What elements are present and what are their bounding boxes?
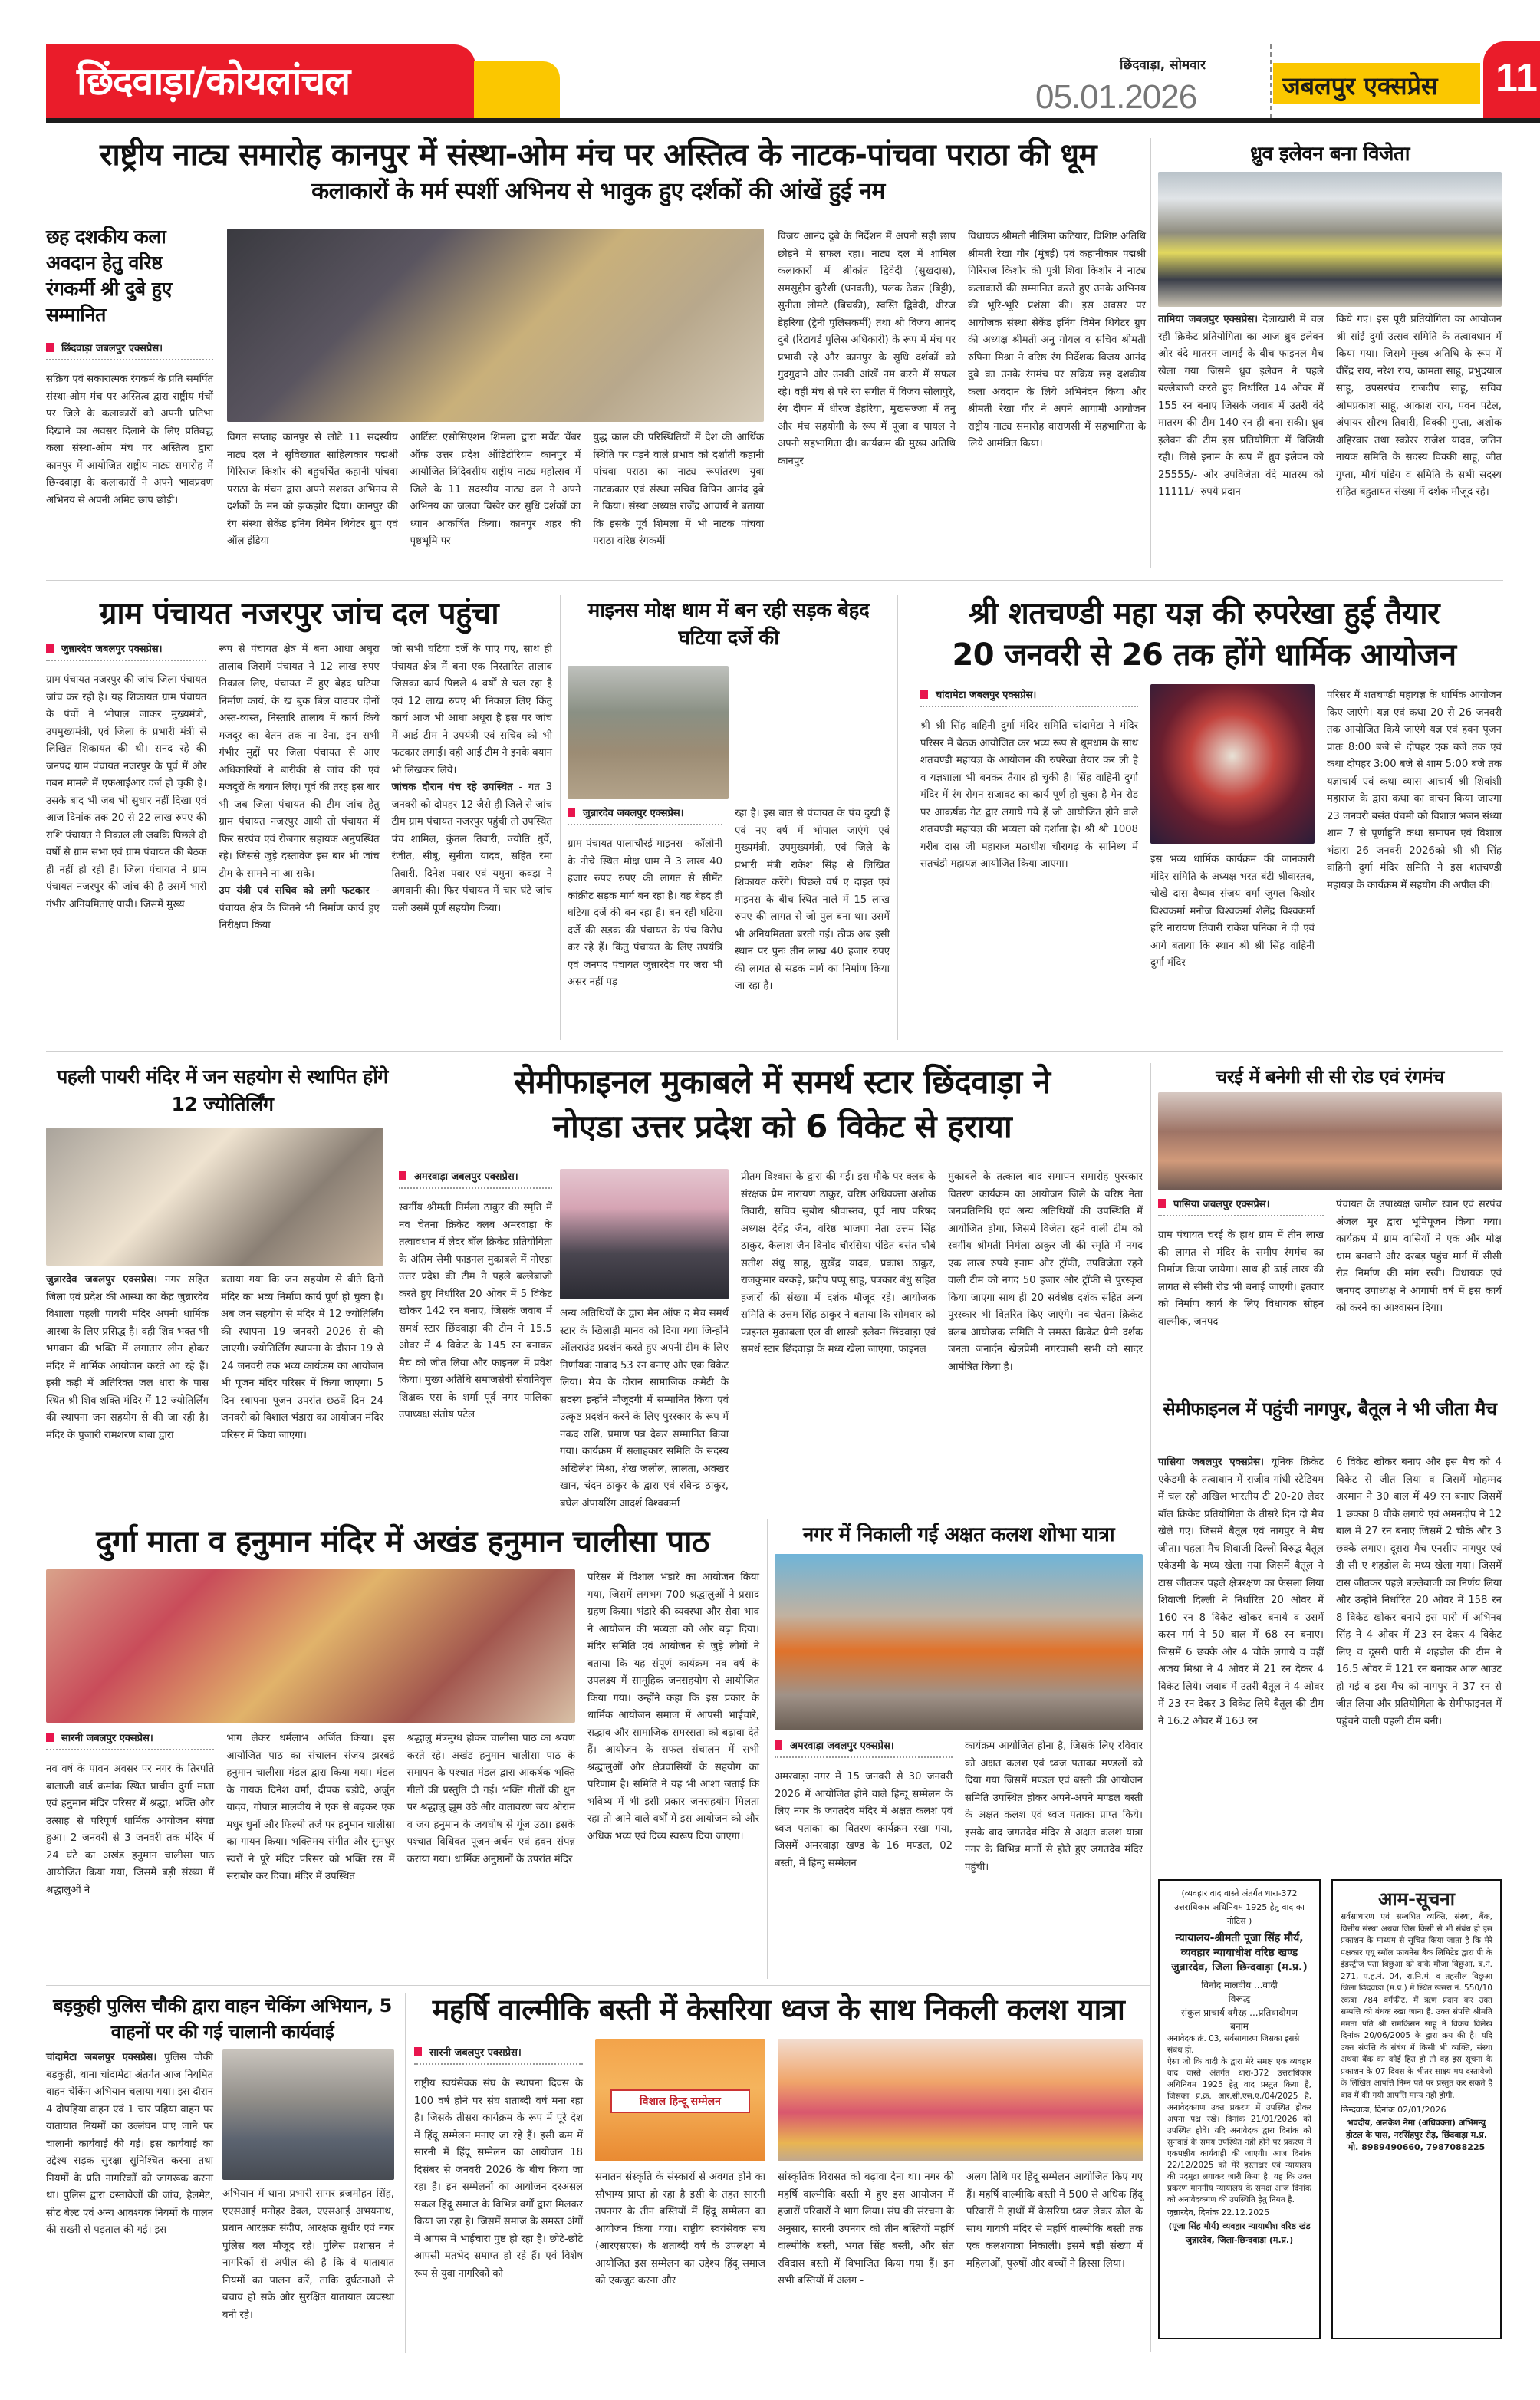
byline-text: जुन्नारदेव जबलपुर एक्सप्रेस। <box>583 808 684 819</box>
byline <box>568 805 722 825</box>
byline <box>46 641 206 661</box>
article-nazarpur <box>46 641 552 935</box>
article-body: विधायक श्रीमती नीलिमा कटियार, विशिष्ट अतिथि श्रीमती रेखा गौर (मुंबई) एवं कहानीकार पद्मश्री गिरिराज किशोर की पुत्री शिवा किशोर ने नाट्य कलाकारों की सम्मानित करते हुए उनके अभिनय की भूरि-भूरि प्रशंसा की। इस अवसर पर आयोजक संस्था सेकेंड इनिंग विमेन थियेटर ग्रुप की अध्यक्ष श्रीमती अनु गोयल व सचिव श्रीमती रुपिना मिश्रा ने वरिष्ठ रंग निर्देशक विजय आनंद दुबे का उनके रंगमंच पर सक्रिय छह दशकीय कला अवदान के लिये अभिनंदन किया और श्रीमती रेखा गौर ने अपने आगामी आयोजन राष्ट्रीय नाट्य समारोह वाराणसी में सहभागिता के लिये आमंत्रित किया। <box>968 231 1146 449</box>
article-body: अभियान में थाना प्रभारी सागर ब्रजमोहन सिंह, एएसआई मनोहर देवल, एएसआई अभयनाथ, प्रधान आरक्षक संदीप, आरक्षक सुधीर एवं नगर पुलिस बल मौजूद रहे। पुलिस प्रशासन ने नागरिकों से अपील की है कि वे यातायात नियमों का पालन करें, ताकि दुर्घटनाओं से बचाव हो सके और सुरक्षित यातायात व्यवस्था बनी रहे। <box>222 2188 394 2321</box>
column-rule <box>1150 1063 1151 2352</box>
headline-akshat: नगर में निकाली गई अक्षत कलश शोभा यात्रा <box>802 1523 1115 1546</box>
article-mines <box>568 805 890 996</box>
byline-marker-icon <box>399 1171 406 1180</box>
byline <box>775 1738 953 1758</box>
byline <box>46 1730 214 1750</box>
photo-bhoomi-pujan <box>1158 1092 1502 1190</box>
headline-natya: राष्ट्रीय नाट्य समारोह कानपुर में संस्था-ओम मंच पर अस्तित्व के नाटक-पांचवा पराठा की धूम <box>99 137 1097 173</box>
signature: भवदीय, अलकेश नेमा (अधिवक्ता) अभिमन्यु होटल के पास, नरसिंहपुर रोड़, छिंदवाड़ा म.प्र. मो. 8989490660, 7987088225 <box>1345 2118 1487 2152</box>
article-natya-cols <box>227 430 764 551</box>
article-body: पंचायत के उपाध्यक्ष जमील खान एवं सरपंच अंजल मुर द्वारा भूमिपूजन किया गया। कार्यक्रम में ग्राम वासियों ने एक और मोक्ष धाम बनवाने और दरबड़ पहुंच मार्ग में सीसी रोड निर्माण की मांग रखी। विधायक एवं जनपद उपाध्यक्ष ने आगामी वर्ष में इस कार्य को करने का आश्वासन दिया। <box>1336 1199 1502 1314</box>
article-body: ग्राम पंचायत पालाचौरई माइनस - कॉलोनी के नीचे स्थित मोक्ष धाम में 3 लाख 40 हजार रुपए रुपए की लागत से सीमेंट कांक्रीट सड़क मार्ग बन रहा है। वह बेहद ही घटिया दर्जे की बन रहा है। बन रही घटिया दर्जे की सड़क की पंचायत के पंच विरोध कर रहे हैं। किंतु पंचायत के लिए उपयंत्रि एवं जनपद पंचायत जुन्नारदेव पर जरा भी असर नहीं पड़ <box>568 838 722 988</box>
article-body: ग्राम पंचायत नजरपुर की जांच जिला पंचायत जांच कर रही है। यह शिकायत ग्राम पंचायत के पंचों ने भोपाल जाकर मुख्यमंत्री, उपमुख्यमंत्री, एवं जिला के प्रभारी मंत्री से लिखित शिकायत की थी। सनद रहे की जनपद ग्राम पंचायत नजरपुर के पूर्व में और गबन मामले में एफआईआर दर्ज हो चुकी है। उसके बाद भी जब भी सुधार नहीं दिखा एवं आज दिनांक तक 20 से 22 लाख रुपए की राशि पंचायत ने निकाल ली जबकि पिछले दो वर्षों से ग्राम सभा एवं ग्राम पंचायत की बैठक ही नहीं हो रही है। जिला पंचायत ने ग्राम पंचायत नजरपुर की जांच की है उसमें भारी गंभीर अनियमिताएं पायी। जिसमें मुख्य <box>46 674 207 910</box>
article-body: बताया गया कि जन सहयोग से बीते दिनों मंदिर का भव्य निर्माण कार्य पूर्ण हो चुका है। अब जन सहयोग से मंदिर में 12 ज्योतिर्लिंग की स्थापना 19 जनवरी 2026 से की जाएगी। ज्योतिर्लिंग स्थापना के दौरान 19 से 24 जनवरी तक भव्य कार्यक्रम का आयोजन भी पूजन मंदिर परिसर में किया जाएगा। 5 दिन स्थापना पूजन उपरांत छठवें दिन 24 जनवरी को विशाल भंडारा का आयोजन मंदिर परिसर में किया जाएगा। <box>221 1274 383 1441</box>
byline-text: अमरवाड़ा जबलपुर एक्सप्रेस। <box>414 1171 518 1183</box>
lead-text: तामिया जबलपुर एक्सप्रेस। <box>1158 314 1259 325</box>
article-body: अन्य अतिथियों के द्वारा मैन ऑफ द मैच समर्थ स्टार के खिलाड़ी मानव को दिया गया जिन्होंने ऑलराउंड प्रदर्शन करते हुए अपनी टीम के लिए निर्णायक नाबाद 53 रन बनाए और एक विकेट लिया। मैच के दौरान सामाजिक कमेटी के सदस्य इन्होंने मौजूदगी में सम्मानित किया एवं उत्कृष्ट प्रदर्शन करने के लिए पुरस्कार के रूप में नकद राशि, प्रमाण पत्र देकर सम्मानित किया गया। कार्यक्रम में सलाहकार समिति के सदस्य अखिलेश मिश्रा, शेख जलील, लालता, अक्खर खान, चंदन ठाकुर के द्वारा एवं रविन्द्र ठाकुर, बघेल अंपायरिंग आदर्श विश्वकर्मा <box>560 1308 729 1509</box>
banam: बनाम <box>1230 2021 1249 2032</box>
headline-dhruv: ध्रुव इलेवन बना विजेता <box>1250 143 1410 166</box>
column-rule <box>897 595 898 1040</box>
article-body: रूप से पंचायत क्षेत्र में बना आधा अधूरा तालाब जिसमें पंचायत ने 12 लाख रुपए निकाल लिए, पंचायत में हुए बेहद घटिया निर्माण कार्य, के ख बुक बिल वाउचर दोनों अस्त-व्यस्त, निस्तारि तालाब में कार्य किये मजदूर का वेतन तक ना देना, इन सभी गंभीर मुद्दों पर जिला पंचायत से आए अधिकारियों ने बारीकी से जांच की एवं मजदूरों के बयान लिए। पूर्व की तरह इस बार भी जब जिला पंचायत की टीम जांच हेतु ग्राम पंचायत नजरपुर आयी तो पंचायत में फिर सरपंच एवं रोजगार सहायक अनुपस्थित रहे। जिससे जुड़े दस्तावेज इस बार भी जांच टीम के सामने ना आ सके। <box>219 644 380 880</box>
article-body: स्वर्गीय श्रीमती निर्मला ठाकुर की स्मृति में नव चेतना क्रिकेट क्लब अमरवाड़ा के तत्वावधान में लेदर बॉल क्रिकेट प्रतियोगिता के अंतिम सेमी फाइनल मुकाबले में नोएडा उत्तर प्रदेश की टीम ने पहले बल्लेबाजी करते हुए निर्धारित 20 ओवर में 5 विकेट खोकर 142 रन बनाए, जिसके जवाब में समर्थ स्टार छिंदवाड़ा की टीम ने 15.5 ओवर में 4 विकेट के 145 रन बनाकर मैच को जीत लिया और फाइनल में प्रवेश किया। मुख्य अतिथि समाजसेवी सेवानिवृत्त शिक्षक एस के शर्मा पूर्व नगर पालिका उपाध्यक्ष संतोष पटेल <box>399 1202 552 1421</box>
article-body: अलग तिथि पर हिंदू सम्मेलन आयोजित किए गए हैं। महर्षि वाल्मीकि बस्ती में 500 से अधिक हिंदू परिवारों ने हाथों में केसरिया ध्वज लेकर ढोल के साथ गायत्री मंदिर से महर्षि वाल्मीकि बस्ती तक एक कलशयात्रा निकाली। इसमें बड़ी संख्या में महिलाओं, पुरुषों और बच्चों ने हिस्सा लिया। <box>966 2171 1143 2270</box>
photo-temple <box>46 1128 383 1266</box>
byline-marker-icon <box>414 2047 422 2056</box>
column-rule <box>1150 138 1151 568</box>
article-akshat <box>775 1738 1143 1876</box>
headline-nazarpur: ग्राम पंचायत नजरपुर जांच दल पहुंचा <box>99 596 499 631</box>
article-body: - पंचायत क्षेत्र के जितने भी निर्माण कार्य हुए निरीक्षण किया <box>219 885 380 931</box>
article-body: प्रीतम विश्वास के द्वारा की गई। इस मौके पर क्लब के संरक्षक प्रेम नारायण ठाकुर, वरिष्ठ अधिवक्ता अशोक तिवारी, सचिव सुबोध श्रीवास्तव, पूर्व नाप परिषद अध्यक्ष देवेंद्र जैन, वरिष्ठ भाजपा नेता उत्तम सिंह ठाकुर, कैलाश जैन विनोद चौरसिया पंडित बसंत चौबे सतीश संधु साहू, सुखेंद्र यादव, प्रकाश ठाकुर, राजकुमार बरकड़े, प्रदीप पप्पू साहू, पत्रकार बंधु सहित हजारों की संख्या में दर्शक मौजूद रहे। आयोजक समिति के उत्तम सिंह ठाकुर ने बताया कि सोमवार को फाइनल मुकाबला एल वी शास्त्री इलेवन छिंदवाड़ा एवं समर्थ स्टार छिंदवाड़ा के मध्य खेला जाएगा, फाइनल <box>741 1171 936 1355</box>
article-body: किये गए। इस पूरी प्रतियोगिता का आयोजन श्री सांई दुर्गा उत्सव समिति के तत्वावधान में किया गया। जिसमे मुख्य अतिथि के रूप में वीरेंद्र राय, नरेश राय, कामता साहू, प्रभुदयाल साहू, उपसरपंच राजदीप साहू, सचिव ओमप्रकाश साहू, आकाश राय, पवन पटेल, अंपायर सौरभ तिवारी, विक्की गुप्ता, अशोक अहिरवार तथा स्कोरर राजेश यादव, जतिन नायक समिति के सदस्य विक्की साहू, जीत गुप्ता, मौर्य पांडेय व समिति के सभी सदस्य सहित बहुतायत संख्या में दर्शक मौजूद रहे। <box>1336 314 1502 498</box>
byline-text: सारनी जबलपुर एक्सप्रेस। <box>429 2047 522 2059</box>
court-notice <box>1158 1879 1321 2339</box>
article-badkuhi <box>46 2049 213 2240</box>
article-body: नगर सहित जिला एवं प्रदेश की आस्था का केंद्र जुन्नारदेव विशाला पहली पायरी मंदिर अपनी धार्मिक आस्था के लिए प्रसिद्ध है। वही शिव भक्त भी भगवान की भक्ति में लगातार लीन होकर मंदिर में धार्मिक आयोजन करते आ रहे हैं। इसी कड़ी में अतिरिक्त जल धारा के पास स्थित श्री शिव शक्ति मंदिर में 12 ज्योतिर्लिंग की स्थापना जन सहयोग से की जा रही है। मंदिर के पुजारी रामशरण बाबा द्वारा <box>46 1274 209 1441</box>
byline <box>414 2045 583 2065</box>
article-body: देलाखारी में चल रही क्रिकेट प्रतियोगिता का आज ध्रुव इलेवन ओर वंदे मातरम जामई के बीच फाइनल मैच खेला गया जिसमे ध्रुव इलेवन ने पहले बल्लेबाजी करते हुए निर्धारित 14 ओवर में 155 रन बनाए जिसके जवाब में उतरी वंदे मातरम की टीम 140 रन ही बना सकी। ध्रुव इलेवन की टीम इस प्रतियोगिता में विजियी रही। जिसे इनाम के रूप में ध्रुव इलेवन को 25555/- ओर उपविजेता वंदे मातरम को 11111/- रुपये प्रदान <box>1158 314 1324 498</box>
addressee: अनावेदक क्रं. 03, सर्वसाधारण जिसका इससे संबंध हो. <box>1167 2034 1300 2055</box>
article-body: 6 विकेट खोकर बनाए और इस मैच को 4 विकेट से जीत लिया व जिसमें मोहम्मद अरमान ने 30 बाल में 49 रन बनाए जिसमें 1 छक्का 8 चौके लगाये एवं अमनदीप ने 12 बाल में 27 रन बनाए जिसमें 2 चौके और 3 छक्के लगाए। दूसरा मैच एनसीए नागपुर एवं डी सी ए शहडोल के मध्य खेला गया। जिसमें टास जीतकर पहले बल्लेबाजी का निर्णय लिया और उन्होंने निर्धारित 20 ओवर में 158 रन 8 विकेट खोकर बनाये इस पारी में अभिनव सिंह ने 4 ओवर में 23 रन देकर 4 विकेट लिए व दूसरी पारी में शहडोल की टीम ने 16.5 ओवर में 121 रन बनाकर आल आउट हो गई व इस मैच को नागपुर ने 37 रन से जीत लिया और प्रतियोगिता के सेमीफाइनल में पहुंचने वाली पहली टीम बनी। <box>1336 1457 1502 1727</box>
article-body: यूनिक क्रिकेट एकेडमी के तत्वाधान में राजीव गांधी स्टेडियम में चल रही अखिल भारतीय टी 20-20 लेदर बॉल क्रिकेट प्रतियोगिता के तीसरे दिन दो मैच खेले गए। जिसमें बैतूल एवं नागपुर ने मैच जीता। पहला मैच शिवाजी दिल्ली विरुद्ध बैतूल एकेडमी के मध्य खेला गया जिसमें बैतूल ने टास जीतकर पहले क्षेत्ररक्षण का फैसला लिया शिवाजी दिल्ली ने निर्धारित 20 ओवर में 160 रन 8 विकेट खोकर बनाये व उसमें करन गर्ग ने 50 बाल में 68 रन बनाए। जिसमें 6 छक्के और 4 चौके लगाये व वहीं अजय मिश्रा ने 4 ओवर में 21 रन देकर 4 विकेट लिये। जवाब में उतरी बैतूल ने 4 ओवर में 23 रन देकर 3 विकेट लिये बैतूल की टीम ने 16.2 ओवर में 163 रन <box>1158 1457 1324 1727</box>
article-valmiki-2 <box>595 2169 765 2290</box>
article-valmiki-3 <box>778 2169 1143 2290</box>
byline-text: पासिया जबलपुर एक्सप्रेस। <box>1173 1199 1270 1210</box>
byline-marker-icon <box>46 644 54 653</box>
defendant: संकुल प्राचार्य वगैरह ...प्रतिवादीगण <box>1180 2007 1298 2018</box>
article-valmiki <box>414 2045 583 2283</box>
photo-cricket-team <box>1158 172 1502 307</box>
byline-text: जुन्नारदेव जबलपुर एक्सप्रेस। <box>61 644 163 655</box>
article-dhruv <box>1158 311 1502 502</box>
article-body: ग्राम पंचायत चरई के हाथ ग्राम में तीन लाख की लागत से मंदिर के समीप रंगमंच का निर्माण किया जायेगा। साथ ही ढाई लाख की लागत से सीसी रोड भी बनाई जाएगी। इतवार को निर्माण कार्य के लिए विधायक सोहन वाल्मीक, जनपद <box>1158 1230 1324 1328</box>
article-body: पुलिस चौकी बड़कुही, थाना चांदामेटा अंतर्गत आज नियमित वाहन चेकिंग अभियान चलाया गया। इस दौरान 4 दोपहिया वाहन एवं 1 चार पहिया वाहन पर यातायात नियमों का उल्लंघन पाए जाने पर चालानी कार्यवाई की गई। इस कार्यवाई का उद्देश्य सड़क सुरक्षा सुनिश्चित करना तथा नियमों के प्रति नागरिकों को जागरूक करना था। पुलिस द्वारा दस्तावेजों की जांच, हेलमेट, सीट बेल्ट एवं अन्य आवश्यक नियमों के पालन की सख्ती से पड़ताल की गई। इस <box>46 2052 213 2236</box>
article-charai <box>1158 1197 1502 1331</box>
issue-date: 05.01.2026 <box>1035 78 1197 116</box>
article-durga <box>46 1730 575 1899</box>
column-rule <box>405 1993 406 2353</box>
article-semifinal-3 <box>741 1169 1143 1376</box>
subheadline-natya: कलाकारों के मर्म स्पर्शी अभिनय से भावुक हुए दर्शकों की आंखें हुई नम <box>311 178 885 205</box>
byline-text: सारनी जबलपुर एक्सप्रेस। <box>61 1733 153 1744</box>
side-headline: छह दशकीय कला अवदान हेतु वरिष्ठ रंगकर्मी श्री दुबे हुए सम्मानित <box>46 226 172 326</box>
article-body: जो सभी घटिया दर्जे के पाए गए, साथ ही पंचायत क्षेत्र में बना एक निस्तारित तालाब जिसका कार्य पिछले 4 वर्षों से चल रहा है एवं 12 लाख रुपए भी निकाल लिए किंतु कार्य आज भी आधा अधूरा है इस पर जांच में आई टीम ने उपयंत्री एवं सचिव को भी फटकार लगाई। वही आई टीम ने इनके बयान भी लिखकर लिये। <box>391 644 552 776</box>
byline-marker-icon <box>1158 1199 1166 1208</box>
byline-marker-icon <box>920 690 928 699</box>
newspaper-brand: जबलपुर एक्सप्रेस <box>1282 71 1438 100</box>
article-body: अमरवाड़ा नगर में 15 जनवरी से 30 जनवरी 2026 में आयोजित होने वाले हिन्दू सम्मेलन के लिए नगर के जगतदेव मंदिर में अक्षत कलश एवं ध्वज पताका का वितरण कार्यक्रम रखा गया, जिसमें अमरवाड़ा खण्ड के 16 मण्डल, 02 बस्ती, में हिन्दु सम्मेलन <box>775 1771 953 1869</box>
notice-title: न्यायालय-श्रीमती पूजा सिंह मौर्य, व्यवहार न्यायाधीश वरिष्ठ खण्ड जुन्नारदेव, जिला छिन्दवाड़ा (म.प्र.) <box>1171 1932 1308 1974</box>
article-natya-cols-right <box>778 229 1146 470</box>
plaintiff: विनोद मालवीय ...वादी <box>1201 1980 1278 1990</box>
notice-header: (व्यवहार वाद वास्ते अंतर्गत धारा-372 उत्तराधिकार अधिनियम 1925 हेतु वाद का नोटिस ) <box>1173 1888 1305 1926</box>
headline-nagpur: सेमीफाइनल में पहुंची नागपुर, बैतूल ने भी जीता मैच <box>1163 1398 1497 1420</box>
article-body: श्रद्धालु मंत्रमुग्ध होकर चालीसा पाठ का श्रवण करते रहे। अखंड हनुमान चालीसा पाठ के समापन के पश्चात मंडल द्वारा आकर्षक भक्ति गीतों की प्रस्तुति दी गई। भक्ति गीतों की धुन पर श्रद्धालु झूम उठे और वातावरण जय श्रीराम व जय हनुमान के जयघोष से गूंज उठा। इसके पश्चात विधिवत पूजन-अर्चन एवं हवन संपन्न कराया गया। धार्मिक अनुष्ठानों के उपरांत मंदिर <box>406 1733 575 1865</box>
public-notice <box>1331 1879 1502 2339</box>
article-shatchandi <box>920 687 1138 874</box>
photo-stage-play <box>227 229 764 422</box>
article-body: विगत सप्ताह कानपुर से लौटे 11 सदस्यीय नाट्य दल ने सुविख्यात साहित्यकार पद्मश्री गिरिराज किशोर की बहुचर्चित कहानी पांचवा पराठा के मंचन द्वारा अपने सशक्त अभिनय से दर्शकों के मन को झकझोर दिया। कानपुर की रंग संस्था सेकेंड इनिंग विमेन थियेटर ग्रुप एवं ऑल इंडिया <box>227 432 398 547</box>
place-date: जुन्नारदेव, दिनांक 22.12.2025 <box>1167 2207 1270 2217</box>
byline <box>920 687 1138 707</box>
lead-text: जुन्नारदेव जबलपुर एक्सप्रेस। <box>46 1274 158 1286</box>
banner-text: विशाल हिन्दू सम्मेलन <box>610 2089 750 2113</box>
article-body: - गत 3 जनवरी को दोपहर 12 जैसे ही जिले से जांच टीम ग्राम पंचायत नजरपुर पहुंची तो उपस्थित पंच शामिल, कुंतल तिवारी, ज्योति धुर्वे, रंजीत, सीबू, सुनीता यादव, सहित रमा तिवारी, दिनेश पवार एवं यमुना कवड़ा ने अगवानी की। फिर पंचायत में चार घंटे जांच चली उसमें पूर्ण सहयोग किया। <box>391 782 552 914</box>
photo-goddess-idol <box>1150 684 1315 844</box>
column-rule <box>560 595 561 1040</box>
headline-semifinal-2: नोएडा उत्तर प्रदेश को 6 विकेट से हराया <box>552 1108 1012 1145</box>
article-nagpur <box>1158 1454 1502 1730</box>
lead-text: पासिया जबलपुर एक्सप्रेस। <box>1158 1457 1265 1468</box>
byline <box>399 1169 552 1189</box>
article-semifinal-2 <box>560 1305 729 1513</box>
article-body: विजय आनंद दुबे के निर्देशन में अपनी सही छाप छोड़ने में सफल रहा। नाट्य दल में शामिल कलाकारों में श्रीकांत द्विवेदी (सुखदास), समसुद्दीन कुरैशी (धनवती), पलक ठेकर (बिट्टी), सुनीता लोमटे (बिचकी), स्वस्ति द्विवेदी, धीरज डेहरिया (ट्रेनी पुलिसकर्मी) तथा श्री विजय आनंद दुबे (रिटायर्ड पुलिस अधिकारी) के रूप में मंच पर प्रभावी रहे और कानपुर के सुधि दर्शकों को गुदगुदाने और उनकी आंखें नम करने में सफल रहे। वहीं मंच से परे रंग संगीत में विजय सोलापुरे, रंग दीपन में धीरज डेहरिया, मुखसज्जा में तनु और मंच सहयोगी के रूप में पूजा व पायल ने अपनी सहभागिता दी। कार्यक्रम की मुख्य अतिथि कानपुर <box>778 231 956 467</box>
place-date: छिन्दवाडा, दिनांक 02/01/2026 <box>1341 2105 1446 2115</box>
headline-charai: चरई में बनेगी सी सी रोड एवं रंगमंच <box>1216 1066 1444 1088</box>
divider <box>1270 44 1272 118</box>
section-title: छिंदवाड़ा/कोयलांचल <box>77 59 350 104</box>
article-body: राष्ट्रीय स्वयंसेवक संघ के स्थापना दिवस के 100 वर्ष होने पर संघ शताब्दी वर्ष मना रहा है। जिसके तीसरा कार्यक्रम के रूप में पूरे देश में हिंदू सम्मेलन मनाए जा रहे हैं। इसी क्रम में सारनी में हिंदू सम्मेलन का आयोजन 18 दिसंबर से जनवरी 2026 के बीच किया जा रहा है। इन सम्मेलनों का आयोजन दरअसल सकल हिंदू समाज के विभिन्न वर्गों द्वारा मिलकर किया जा रहा है। जिसमें समाज के समस्त अंगों में आपस में भाईचारा पुष्ट हो रहा है। छोटे-छोटे आपसी मतभेद समाप्त हो रहे हैं। एवं विशेष रूप से युवा नागरिकों को <box>414 2078 583 2280</box>
notice-body: सर्वसाधारण एवं सम्बधित व्यक्ति, संस्था, बैंक, वित्तीय संस्था अथवा जिस किसी से भी संबंध हो इस प्रकाशन के माध्यम से सूचित किया जाता है कि मेरे पक्षकार एयू स्मॉल फायनेंस बैंक लिमिटेड द्वारा पी के इंडस्ट्रीज पता बिछुआ को बांके मौजा बिछुआ, ब.नं. 271, प.ह.नं. 04, रा.नि.मं. व तहसील बिछुआ जिला छिंदवाडा (म.प्र.) में स्थित खसरा नं. 550/10 रकबा 784 वर्गफीट, में ऋण प्रदान कर उक्त सम्पत्ति को बंधक रखा जाना है. उक्त संपत्ति श्रीमति ममता पति श्री रामकिसन साहू ने विक्रय विलेख दिनांक 20/06/2005 के द्वारा क्रय की है। यदि उक्त संपत्ति के संबंध में किसी भी व्यक्ति, संस्था अथवा बैंक का कोई हित हो तो वह इस सूचना के प्रकाशन के 07 दिवस के भीतर साक्ष्य मय दस्तावेजों के लिखित आपत्ति निम्न पते पर प्रस्तुत कर सकते हैं बाद में की गयी आपत्ति मान्य नही होगी. <box>1341 1912 1492 2100</box>
photo-vehicle-checking <box>222 2049 394 2180</box>
versus: विरूद्ध <box>1228 1993 1251 2004</box>
byline-text: चांदामेटा जबलपुर एक्सप्रेस। <box>936 690 1037 701</box>
headline-jyotirling: पहली पायरी मंदिर में जन सहयोग से स्थापित होंगे 12 ज्योतिर्लिंग <box>57 1065 388 1115</box>
headline-shatchandi-1: श्री शतचण्डी महा यज्ञ की रुपरेखा हुई तैयार <box>969 596 1440 631</box>
notice-title: आम-सूचना <box>1378 1888 1455 1910</box>
subhead: जांचक दौरान पंच रहे उपस्थित <box>391 782 513 793</box>
notice-body: ऐसा जो कि वादी के द्वारा मेरे समक्ष एक व्यवहार वाद वास्ते अंतर्गत धारा-372 उत्तराधिकार अधिनियम 1925 हेतु वाद प्रस्तुत किया है, जिसका प्र.क्र. आर.सी.एस.ए./04/2025 है, अनावेदकगण उक्त प्रकरण में उपस्थित होकर अपना पक्ष रखें। दिनांक 21/01/2026 को उपस्थित होवें। यदि अनावेदक द्वारा दिनांक को सुनवाई के समय उपस्थित नहीं होने पर प्रकरण में एकपक्षीय कार्यवाही की जाएगी। आज दिनांक 22/12/2025 को मेरे हस्ताक्षर एवं न्यायालय की पदमुद्रा लगाकर जारी किया है. यह कि उक्त प्रकरण माननीय न्यायालय के समक्ष आज दिनांक को अनावेदकगण की उपस्थिति हेतु नियत है. <box>1167 2057 1311 2204</box>
headline-durga: दुर्गा माता व हनुमान मंदिर में अखंड हनुमान चालीसा पाठ <box>96 1524 709 1559</box>
byline-text: छिंदवाड़ा जबलपुर एक्सप्रेस। <box>61 343 163 354</box>
photo-kalash-yatra <box>775 1554 1143 1730</box>
article-body: सक्रिय एवं सकारात्मक रंगकर्म के प्रति समर्पित संस्था-ओम मंच पर अस्तित्व द्वारा राष्ट्रीय मंचों पर जिले के कलाकारों को अपनी प्रतिभा दिखाने का अवसर दिलाने के लिए प्रतिबद्ध कला संस्था-ओम मंच पर अस्तित्व द्वारा कानपुर में आयोजित राष्ट्रीय नाट्य समारोह में छिन्दवाड़ा के कलाकारों ने अपने भावप्रवण अभिनय से अपनी अमिट छाप छोड़ी। <box>46 374 213 506</box>
byline <box>1158 1197 1324 1216</box>
headline-semifinal-1: सेमीफाइनल मुकाबले में समर्थ स्टार छिंदवाड़ा ने <box>514 1063 1051 1101</box>
headline-mines: माइनस मोक्ष धाम में बन रही सड़क बेहद घटिया दर्जे की <box>587 599 870 650</box>
article-shatchandi-2 <box>1150 851 1315 973</box>
byline-marker-icon <box>568 808 575 817</box>
article-shatchandi-3 <box>1327 687 1502 894</box>
signature: (पूजा सिंह मौर्य) व्यवहार न्यायाधीश वरिष्ठ खंड जुन्नारदेव, जिला-छिन्दवाड़ा (म.प्र.) <box>1168 2221 1311 2245</box>
article-semifinal <box>399 1169 552 1424</box>
column-rule <box>767 1519 768 1979</box>
article-body: युद्ध काल की परिस्थितियों में देश की आर्थिक स्थिति पर पड़ने वाले प्रभाव को दर्शाती कहानी पांचवा पराठा का नाट्य रूपांतरण युवा नाटककार एवं संस्था सचिव विपिन आनंद दुबे ने किया। संस्था अध्यक्ष राजेंद्र आचार्य ने बताया कि इसके पूर्व शिमला में भी नाटक पांचवा पराठा वरिष्ठ रंगकर्मी <box>593 432 765 547</box>
article-body: रहा है। इस बात से पंचायत के पंच दुखी हैं एवं नए वर्ष में भोपाल जाएंगे एवं मुख्यमंत्री, उपमुख्यमंत्री, एवं जिले के प्रभारी मंत्री राकेश सिंह से लिखित शिकायत करेंगे। पिछले वर्ष ए दाइत एवं माइनस के बीच स्थित नाले में 15 लाख रुपए की लागत से जो पुल बना था। उसमें भी अनियमितता बरती गई। ठीक अब इसी स्थान पर पुनः तीन लाख 40 हजार रुपए की लागत से सड़क मार्ग का निर्माण किया जा रहा है। <box>735 808 890 992</box>
byline-marker-icon <box>46 343 54 352</box>
photo-sammelan-gathering <box>778 2039 1143 2161</box>
article-body: आर्टिस्ट एसोसिएशन शिमला द्वारा मर्चेंट चेंबर ऑफ उत्तर प्रदेश ऑडिटोरियम कानपुर में आयोजित त्रिदिवसीय राष्ट्रीय नाट्य महोत्सव में जिले के 11 सदस्यीय नाट्य दल ने अपने अभिनय का जलवा बिखेर कर सुधि दर्शकों का ध्यान आकर्षित किया। कानपुर शहर की पृष्ठभूमि पर <box>410 432 581 547</box>
page-number: 11 <box>1496 56 1538 100</box>
divider <box>46 1051 1503 1052</box>
byline-marker-icon <box>46 1733 54 1742</box>
article-natya-side <box>46 224 213 509</box>
section-banner-accent <box>474 61 560 118</box>
article-body: परिसर में विशाल भंडारे का आयोजन किया गया, जिसमें लगभग 700 श्रद्धालुओं ने प्रसाद ग्रहण किया। भंडारे की व्यवस्था और सेवा भाव ने आयोजन की भव्यता को और बढ़ा दिया। मंदिर समिति एवं आयोजन से जुड़े लोगों ने बताया कि यह संपूर्ण कार्यक्रम नव वर्ष के उपलक्ष्य में सामूहिक जनसहयोग से आयोजित किया गया। उन्होंने कहा कि इस प्रकार के धार्मिक आयोजन समाज में आपसी भाईचारे, सद्भाव और सामाजिक समरसता को बढ़ावा देते हैं। आयोजन के सफल संचालन में सभी श्रद्धालुओं और क्षेत्रवासियों के सहयोग का परिणाम है। समिति ने यह भी आशा जताई कि भविष्य में भी इसी प्रकार जनसहयोग मिलता रहा तो आने वाले वर्षों में इस आयोजन को और अधिक भव्य एवं दिव्य स्वरूप दिया जाएगा। <box>587 1572 759 1842</box>
city-day: छिंदवाड़ा, सोमवार <box>1120 58 1206 73</box>
masthead <box>46 44 1540 123</box>
photo-devotees <box>46 1569 575 1723</box>
article-jyotirling <box>46 1272 383 1444</box>
article-body: भाग लेकर धर्मलाभ अर्जित किया। इस आयोजित पाठ का संचालन संजय झरबडे हनुमान चालीसा मंडल द्वारा किया गया। मंडल के गायक दिनेश वर्मा, दीपक बड़ोदे, अर्जुन यादव, गोपाल मालवीय ने एक से बढ़कर एक मधुर धुनों और फिल्मी तर्ज पर हनुमान चालीसा का गायन किया। भक्तिमय संगीत और सुमधुर स्वरों ने पूरे मंदिर परिसर को भक्ति रस में सराबोर कर दिया। मंदिर में उपस्थित <box>226 1733 395 1882</box>
article-body: नव वर्ष के पावन अवसर पर नगर के तिरपति बालाजी वार्ड क्रमांक स्थित प्राचीन दुर्गा माता एवं हनुमान मंदिर परिसर में श्रद्धा, भक्ति और उत्साह से परिपूर्ण धार्मिक आयोजन संपन्न हुआ। 2 जनवरी से 3 जनवरी तक मंदिर में 24 घंटे का अखंड हनुमान चालीसा पाठ आयोजित किया गया, जिसमें बड़ी संख्या में श्रद्धालुओं ने <box>46 1763 215 1896</box>
photo-road-site <box>568 666 729 799</box>
divider <box>46 580 1503 581</box>
article-body: श्री श्री सिंह वाहिनी दुर्गा मंदिर समिति चांदामेटा ने मंदिर परिसर में बैठक आयोजित कर भव्य रूप से धूमधाम के साथ शतचण्डी महायज्ञ के आयोजन की रुपरेखा तैयार कर ली है व यज्ञशाला भी बनकर तैयार हो चुकी है। सिंह वाहिनी दुर्गा मंदिर में रंग रोगन सजावट का कार्य पूर्ण हो चुका है मेन रोड पर आकर्षक गेट द्वार लगाये गये हैं जो आयोजित होने वाले शतचण्डी महायज्ञ की भव्यता को दर्शाता है। श्री श्री 1008 गरीब दास जी महाराज मठाधीश चौरागढ़ के सानिध्य में सतचंडी महायज्ञ आयोजित किया जाएगा। <box>920 720 1138 870</box>
article-body: इस भव्य धार्मिक कार्यक्रम की जानकारी मंदिर समिति के अध्यक्ष भरत बंटी श्रीवास्तव, चोखे दास वैष्णव संजय वर्मा जुगल किशोर विश्वकर्मा मनोज विश्वकर्मा शैलेंद्र विश्वकर्मा हरि नारायण तिवारी राकेश पनिका ने दी एवं आगे बताया कि स्थान श्री श्री सिंह वाहिनी दुर्गा मंदिर <box>1150 854 1315 969</box>
lead-text: चांदामेटा जबलपुर एक्सप्रेस। <box>46 2052 157 2063</box>
headline-badkuhi: बड़कुही पुलिस चौकी द्वारा वाहन चेकिंग अभियान, 5 वाहनों पर की गई चालानी कार्यवाई <box>53 1995 392 2043</box>
article-body: सनातन संस्कृति के संस्कारों से अवगत होने का सौभाग्य प्राप्त हो रहा है इसी के तहत सारनी उपनगर के तीन बस्तियों में हिंदू सम्मेलन का आयोजन किया गया। राष्ट्रीय स्वयंसेवक संघ (आरएसएस) के शताब्दी वर्ष के उपलक्ष्य में आयोजित इस सम्मेलन का उद्देश्य हिंदू समाज को एकजुट करना और <box>595 2171 765 2286</box>
divider <box>46 1985 1150 1986</box>
headline-shatchandi-2: 20 जनवरी से 26 तक होंगे धार्मिक आयोजन <box>952 637 1456 673</box>
article-badkuhi-2 <box>222 2186 394 2324</box>
subhead: उप यंत्री एवं सचिव को लगी फटकार <box>219 885 370 897</box>
article-body: कार्यक्रम आयोजित होना है, जिसके लिए रविवार को अक्षत कलश एवं ध्वज पताका मण्डलों को दिया गया जिसमें मण्डल एवं बस्ती की आयोजन समिति उपस्थित होकर अपने-अपने मण्डल बस्ती के अक्षत कलश एवं ध्वज पताका प्राप्त किये। इसके बाद जगतदेव मंदिर से अक्षत कलश यात्रा नगर के विभिन्न मार्गो से होते हुए जगतदेव मंदिर पहुंची। <box>965 1740 1143 1873</box>
article-durga-4 <box>587 1569 759 1845</box>
masthead-rule <box>46 118 1540 123</box>
photo-cricket-felicitation <box>560 1169 729 1299</box>
article-body: सांस्कृतिक विरासत को बढ़ावा देना था। नगर की महर्षि वाल्मीकि बस्ती में हुए इस आयोजन में हजारों परिवारों ने भाग लिया। संघ की संरचना के अनुसार, सारनी उपनगर को तीन बस्तियों महर्षि वाल्मीकि बस्ती, भगत सिंह बस्ती, और संत रविदास बस्ती में विभाजित किया गया हैं। इन सभी बस्तियों में अलग - <box>778 2171 954 2286</box>
byline <box>46 341 213 360</box>
headline-valmiki: महर्षि वाल्मीकि बस्ती में केसरिया ध्वज के साथ निकली कलश यात्रा <box>432 1993 1125 2026</box>
article-body: परिसर मैं शतचण्डी महायज्ञ के धार्मिक आयोजन किए जाएंगे। यज्ञ एवं कथा 20 से 26 जनवरी तक आयोजित किये जाएंगे यज्ञ एवं हवन पूजन प्रातः 8:00 बजे से दोपहर एक बजे तक एवं कथा दोपहर 3:00 बजे से शाम 5:00 बजे तक यज्ञाचार्य एवं कथा व्यास आचार्य श्री शिवांशी महाराज के द्वारा कथा का वाचन किया जाएगा 23 जनवरी बसंत पंचमी को विशाल भजन संध्या शाम 7 से पूर्णाहुति कथा समापन एवं विशाल भंडारा 26 जनवरी 2026को श्री श्री सिंह वाहिनी दुर्गा मंदिर समिति ने इस शतचण्डी महायज्ञ के कार्यक्रम में सहयोग की अपील की। <box>1327 690 1502 891</box>
photo-sammelan-banner <box>595 2039 765 2161</box>
article-body: मुकाबले के तत्काल बाद समापन समारोह पुरस्कार वितरण कार्यक्रम का आयोजन जिले के वरिष्ठ नेता जनप्रतिनिधि एवं अन्य अतिथियों की उपस्थिति में आयोजित होगा, जिसमें विजेता रहने वाली टीम को स्वर्गीय श्रीमती निर्मला ठाकुर जी की स्मृति में नगद एक लाख रुपये इनाम और ट्रॉफी, उपविजेता रहने वाली टीम को नगद 50 हजार और ट्रॉफी से पुरस्कृत किया जाएगा साथ ही 20 सर्वश्रेष्ठ दर्शक सहित अन्य पुरस्कार भी वितरित किए जाएंगे। नव चेतना क्रिकेट क्लब आयोजक समिति ने समस्त क्रिकेट प्रेमी दर्शक जनता जनार्दन खेलप्रेमी नगरवासी सभी को सादर आमंत्रित किया है। <box>948 1171 1143 1373</box>
byline-marker-icon <box>775 1740 782 1750</box>
byline-text: अमरवाड़ा जबलपुर एक्सप्रेस। <box>790 1740 894 1752</box>
